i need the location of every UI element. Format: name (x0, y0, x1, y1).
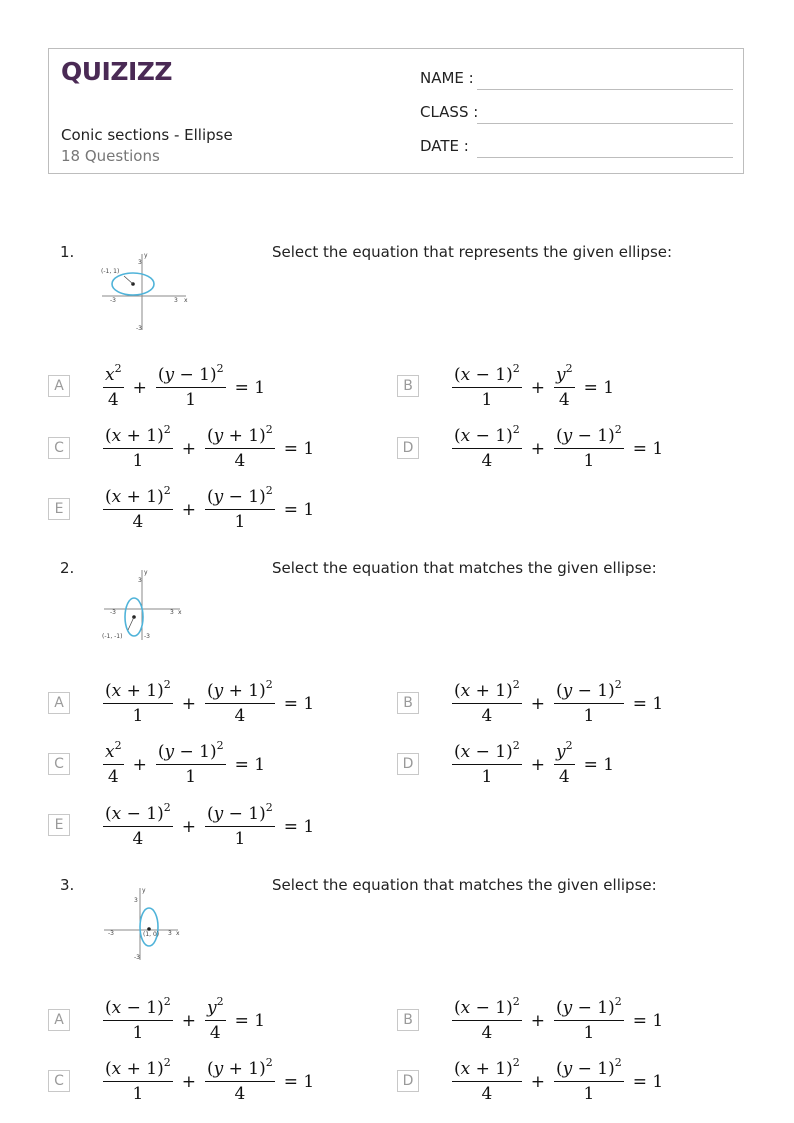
y-tick-top: 3 (134, 897, 138, 904)
q1-option-e-equation: $\frac{(x + 1)^2}{4}$ + $\frac{(y - 1)^2}{1}$ = 1 (105, 484, 315, 532)
question-1-text: Select the equation that represents the given ellipse: (272, 243, 673, 261)
q3-option-b[interactable]: B (397, 1009, 419, 1031)
q1-option-b[interactable]: B (397, 375, 419, 397)
q1-option-a-equation: $\frac{x^2}{4}$ + $\frac{(y - 1)^2}{1}$ = 1 (105, 362, 266, 410)
x-tick-left: -3 (110, 609, 116, 616)
y-label: y (144, 252, 148, 259)
q2-option-b-equation: $\frac{(x + 1)^2}{4}$ + $\frac{(y - 1)^2}{1}$ = 1 (454, 678, 664, 726)
q3-option-c[interactable]: C (48, 1070, 70, 1092)
class-label: CLASS : (420, 103, 479, 121)
q3-option-a[interactable]: A (48, 1009, 70, 1031)
quizizz-logo: QUIZIZZ (61, 57, 173, 86)
x-label: x (178, 609, 182, 616)
x-tick-right: 3 (174, 297, 178, 304)
question-3-text: Select the equation that matches the given ellipse: (272, 876, 657, 894)
date-label: DATE : (420, 137, 469, 155)
worksheet-title: Conic sections - Ellipse (61, 126, 233, 144)
ellipse (140, 908, 158, 946)
q2-option-c-equation: $\frac{x^2}{4}$ + $\frac{(y - 1)^2}{1}$ = 1 (105, 739, 266, 787)
q1-option-d-equation: $\frac{(x - 1)^2}{4}$ + $\frac{(y - 1)^2}{1}$ = 1 (454, 423, 664, 471)
q3-option-c-equation: $\frac{(x + 1)^2}{1}$ + $\frac{(y + 1)^2}{4}$ = 1 (105, 1056, 315, 1104)
q3-option-a-equation: $\frac{(x - 1)^2}{1}$ + $\frac{y^2}{4}$ = 1 (105, 995, 266, 1043)
x-tick-right: 3 (168, 930, 172, 937)
y-tick-bottom: -3 (136, 325, 142, 332)
q3-option-d[interactable]: D (397, 1070, 419, 1092)
q2-option-e[interactable]: E (48, 814, 70, 836)
y-label: y (144, 569, 148, 576)
x-label: x (184, 297, 188, 304)
y-tick-bottom: -3 (144, 633, 150, 640)
x-label: x (176, 930, 180, 937)
y-tick-top: 3 (138, 259, 142, 266)
q1-option-c[interactable]: C (48, 437, 70, 459)
q2-option-e-equation: $\frac{(x - 1)^2}{4}$ + $\frac{(y - 1)^2}{1}$ = 1 (105, 801, 315, 849)
question-3-graph (98, 884, 186, 962)
center-label: (-1, -1) (102, 633, 123, 640)
q2-option-c[interactable]: C (48, 753, 70, 775)
date-line[interactable] (477, 157, 733, 158)
question-2-text: Select the equation that matches the given ellipse: (272, 559, 657, 577)
name-line[interactable] (477, 89, 733, 90)
question-1-number: 1. (60, 243, 75, 261)
q1-option-b-equation: $\frac{(x - 1)^2}{1}$ + $\frac{y^2}{4}$ = 1 (454, 362, 615, 410)
q3-option-d-equation: $\frac{(x + 1)^2}{4}$ + $\frac{(y - 1)^2}{1}$ = 1 (454, 1056, 664, 1104)
q2-option-d[interactable]: D (397, 753, 419, 775)
q1-option-c-equation: $\frac{(x + 1)^2}{1}$ + $\frac{(y + 1)^2}{4}$ = 1 (105, 423, 315, 471)
x-tick-left: -3 (108, 930, 114, 937)
worksheet-header (48, 48, 744, 174)
q1-option-d[interactable]: D (397, 437, 419, 459)
q2-option-d-equation: $\frac{(x - 1)^2}{1}$ + $\frac{y^2}{4}$ = 1 (454, 739, 615, 787)
q1-option-a[interactable]: A (48, 375, 70, 397)
question-3-number: 3. (60, 876, 75, 894)
q2-option-a[interactable]: A (48, 692, 70, 714)
q2-option-a-equation: $\frac{(x + 1)^2}{1}$ + $\frac{(y + 1)^2}{4}$ = 1 (105, 678, 315, 726)
question-1-graph (98, 250, 194, 334)
y-tick-bottom: -3 (134, 954, 140, 961)
name-label: NAME : (420, 69, 474, 87)
center-label: (-1, 1) (101, 268, 120, 275)
x-tick-left: -3 (110, 297, 116, 304)
q2-option-b[interactable]: B (397, 692, 419, 714)
class-line[interactable] (477, 123, 733, 124)
center-label: (1, 0) (143, 931, 160, 938)
x-tick-right: 3 (170, 609, 174, 616)
question-2-number: 2. (60, 559, 75, 577)
question-2-graph (98, 566, 188, 642)
y-label: y (142, 887, 146, 894)
q1-option-e[interactable]: E (48, 498, 70, 520)
question-count: 18 Questions (61, 147, 160, 165)
y-tick-top: 3 (138, 577, 142, 584)
q3-option-b-equation: $\frac{(x - 1)^2}{4}$ + $\frac{(y - 1)^2}{1}$ = 1 (454, 995, 664, 1043)
